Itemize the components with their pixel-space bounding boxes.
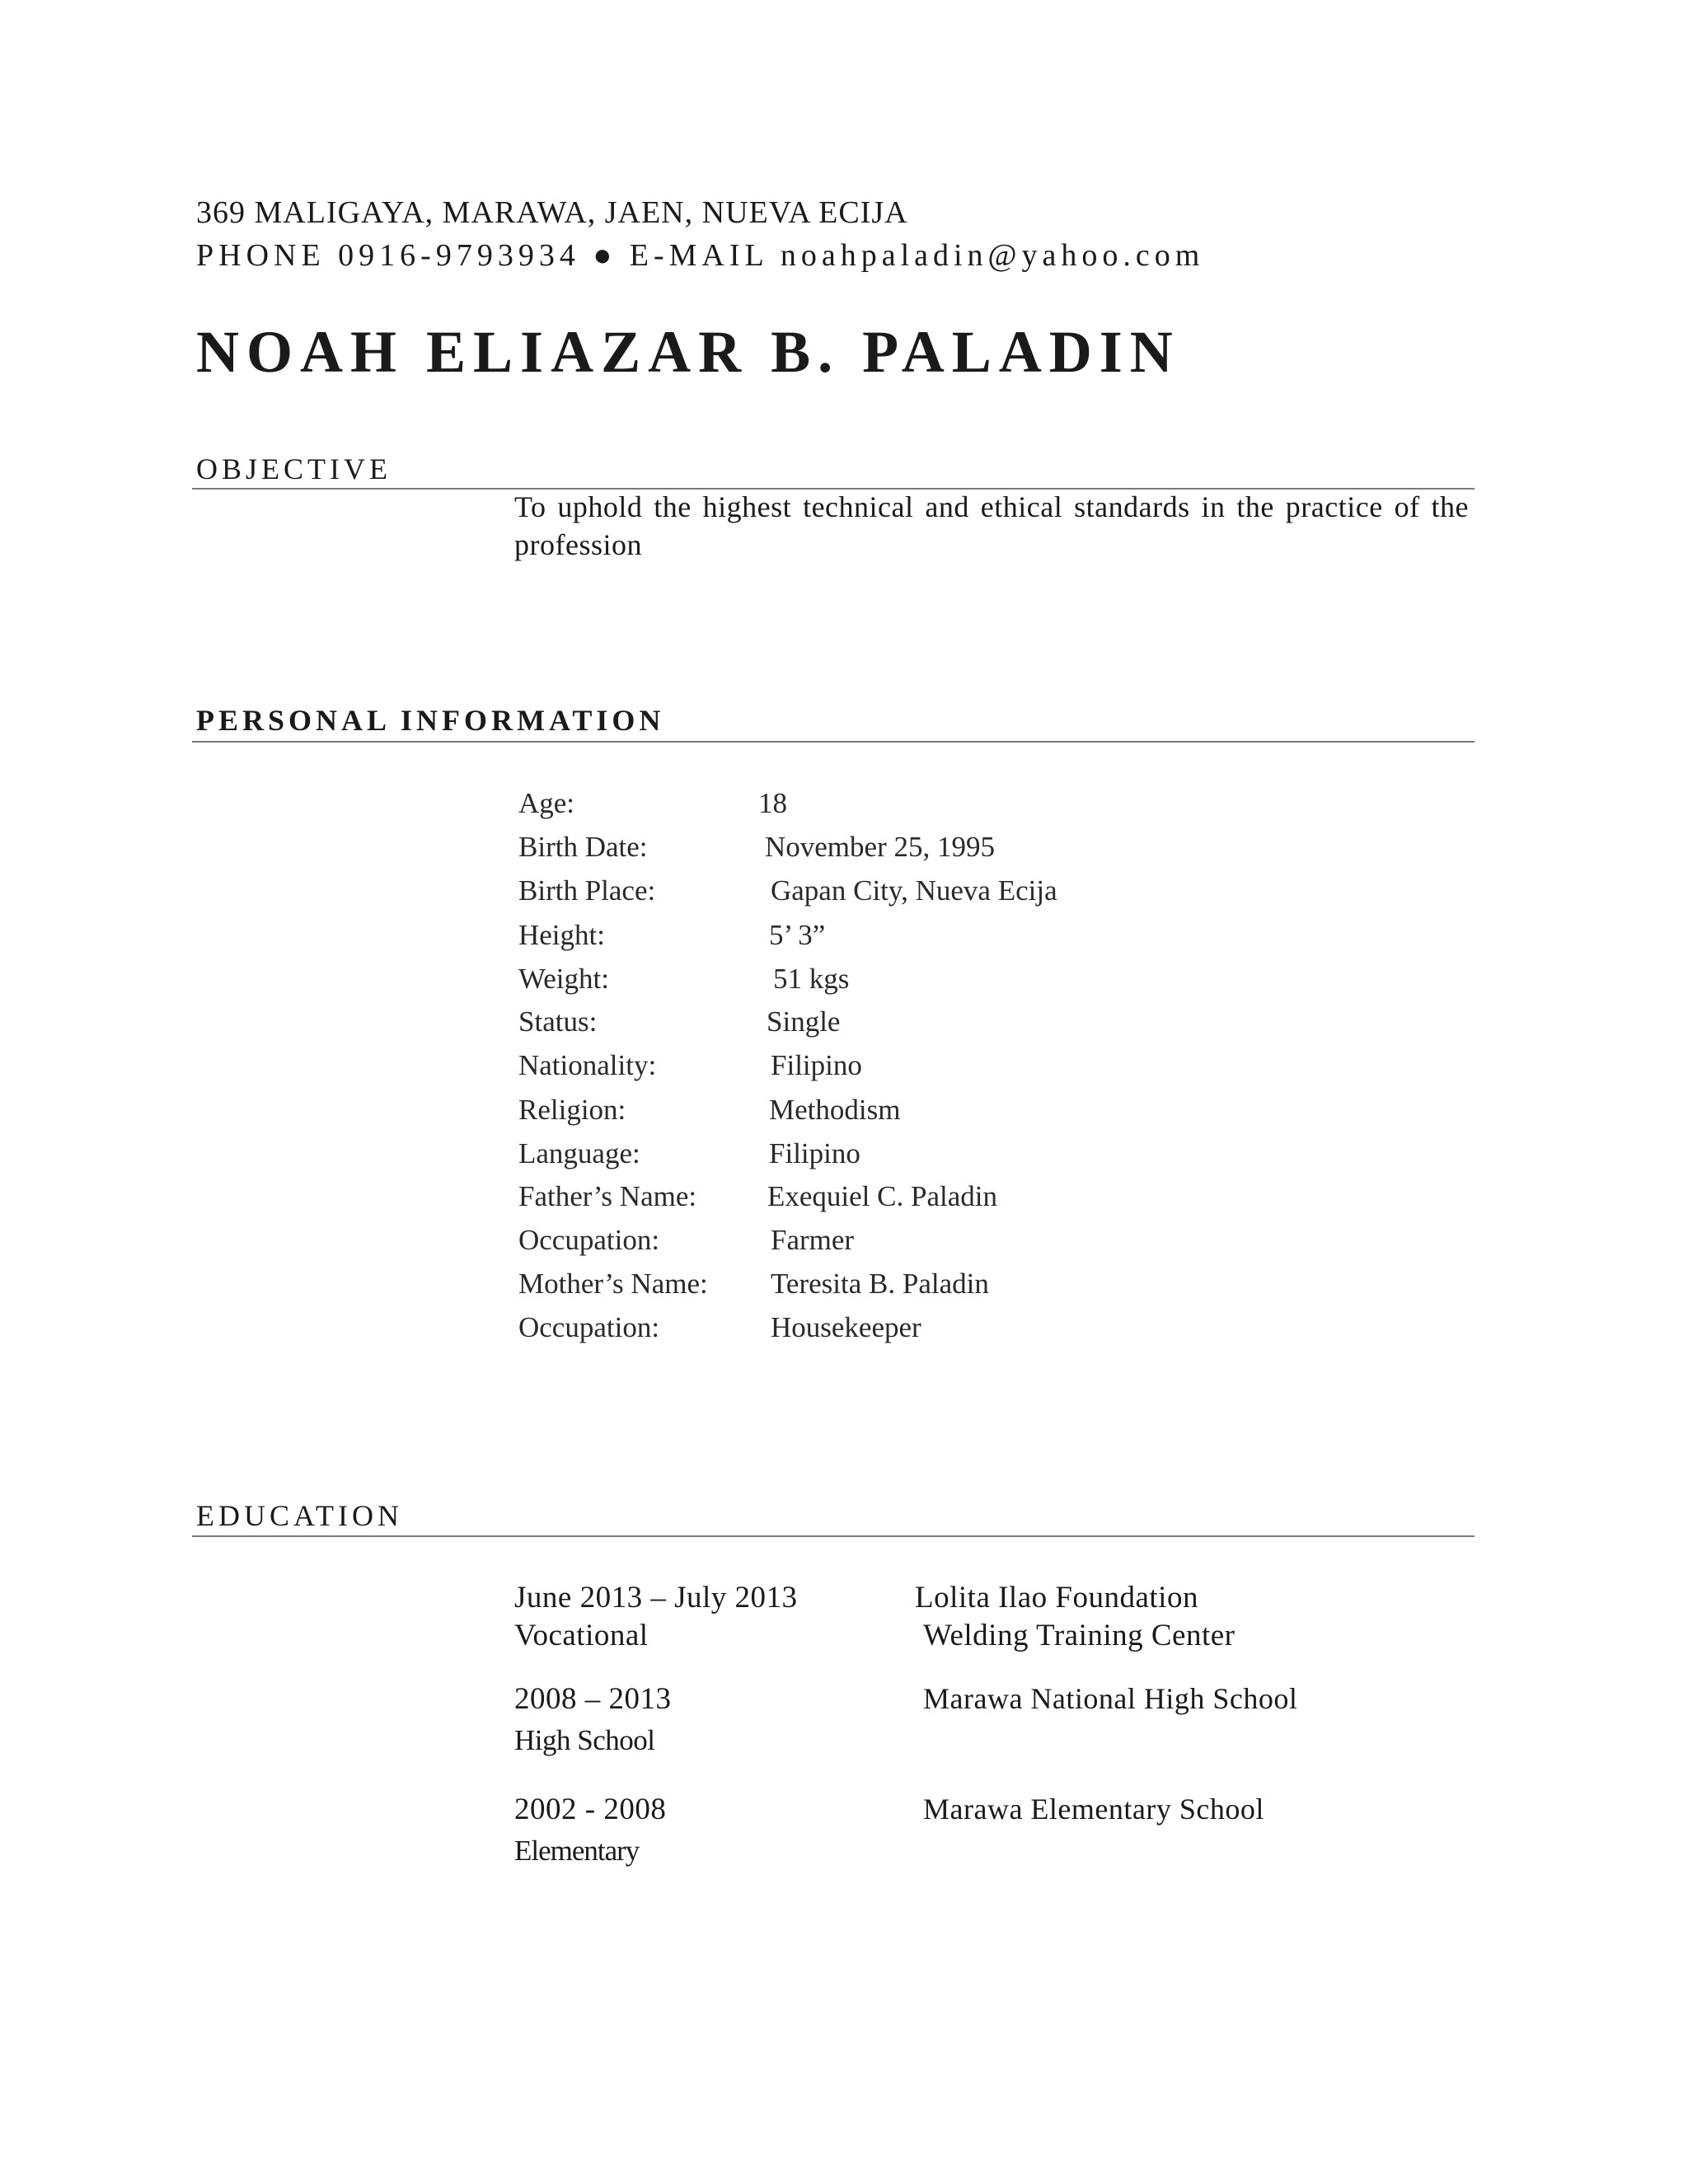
edu-school: Lolita Ilao Foundation (915, 1581, 1198, 1615)
status-value: Single (767, 1005, 841, 1038)
father-occupation-value: Farmer (771, 1224, 855, 1256)
language-label: Language: (518, 1137, 640, 1169)
objective-heading: OBJECTIVE (196, 452, 392, 485)
contact-line: PHONE 0916-9793934 ● E-MAIL noahpaladin@yahoo.com (196, 238, 1205, 273)
edu-period: June 2013 – July 2013 (514, 1581, 798, 1615)
religion-value: Methodism (769, 1094, 901, 1126)
birth-date-value: November 25, 1995 (765, 831, 995, 863)
weight-label: Weight: (518, 963, 609, 995)
personal-info-heading: PERSONAL INFORMATION (196, 704, 665, 737)
mother-occupation-value: Housekeeper (771, 1311, 921, 1343)
religion-label: Religion: (518, 1094, 626, 1126)
edu-period: 2008 – 2013 (514, 1682, 672, 1716)
education-divider (192, 1535, 1475, 1537)
personal-info-divider (192, 741, 1475, 743)
weight-value: 51 kgs (773, 963, 850, 995)
status-label: Status: (518, 1005, 598, 1038)
edu-period: 2002 - 2008 (514, 1793, 667, 1826)
height-label: Height: (518, 919, 605, 951)
language-value: Filipino (769, 1137, 860, 1169)
birth-place-value: Gapan City, Nueva Ecija (771, 874, 1057, 907)
edu-level: Vocational (514, 1619, 649, 1652)
objective-text: To uphold the highest technical and ethical standards in the practice of the profession (514, 490, 1469, 561)
birth-date-label: Birth Date: (518, 831, 648, 863)
nationality-label: Nationality: (518, 1049, 657, 1081)
age-label: Age: (518, 787, 575, 819)
mothers-name-value: Teresita B. Paladin (771, 1268, 989, 1300)
fathers-name-label: Father’s Name: (518, 1180, 697, 1212)
birth-place-label: Birth Place: (518, 874, 656, 907)
edu-school: Marawa National High School (923, 1682, 1298, 1715)
education-heading: EDUCATION (196, 1499, 403, 1532)
edu-level: High School (514, 1724, 655, 1756)
fathers-name-value: Exequiel C. Paladin (767, 1180, 997, 1212)
address: 369 MALIGAYA, MARAWA, JAEN, NUEVA ECIJA (196, 195, 908, 230)
nationality-value: Filipino (771, 1049, 862, 1081)
height-value: 5’ 3” (769, 919, 826, 951)
father-occupation-label: Occupation: (518, 1224, 660, 1256)
applicant-name: NOAH ELIAZAR B. PALADIN (196, 319, 1180, 385)
edu-school-line2: Welding Training Center (923, 1619, 1236, 1652)
edu-school: Marawa Elementary School (923, 1793, 1264, 1825)
mother-occupation-label: Occupation: (518, 1311, 660, 1343)
edu-level: Elementary (514, 1835, 640, 1867)
age-value: 18 (758, 787, 787, 819)
mothers-name-label: Mother’s Name: (518, 1268, 708, 1300)
